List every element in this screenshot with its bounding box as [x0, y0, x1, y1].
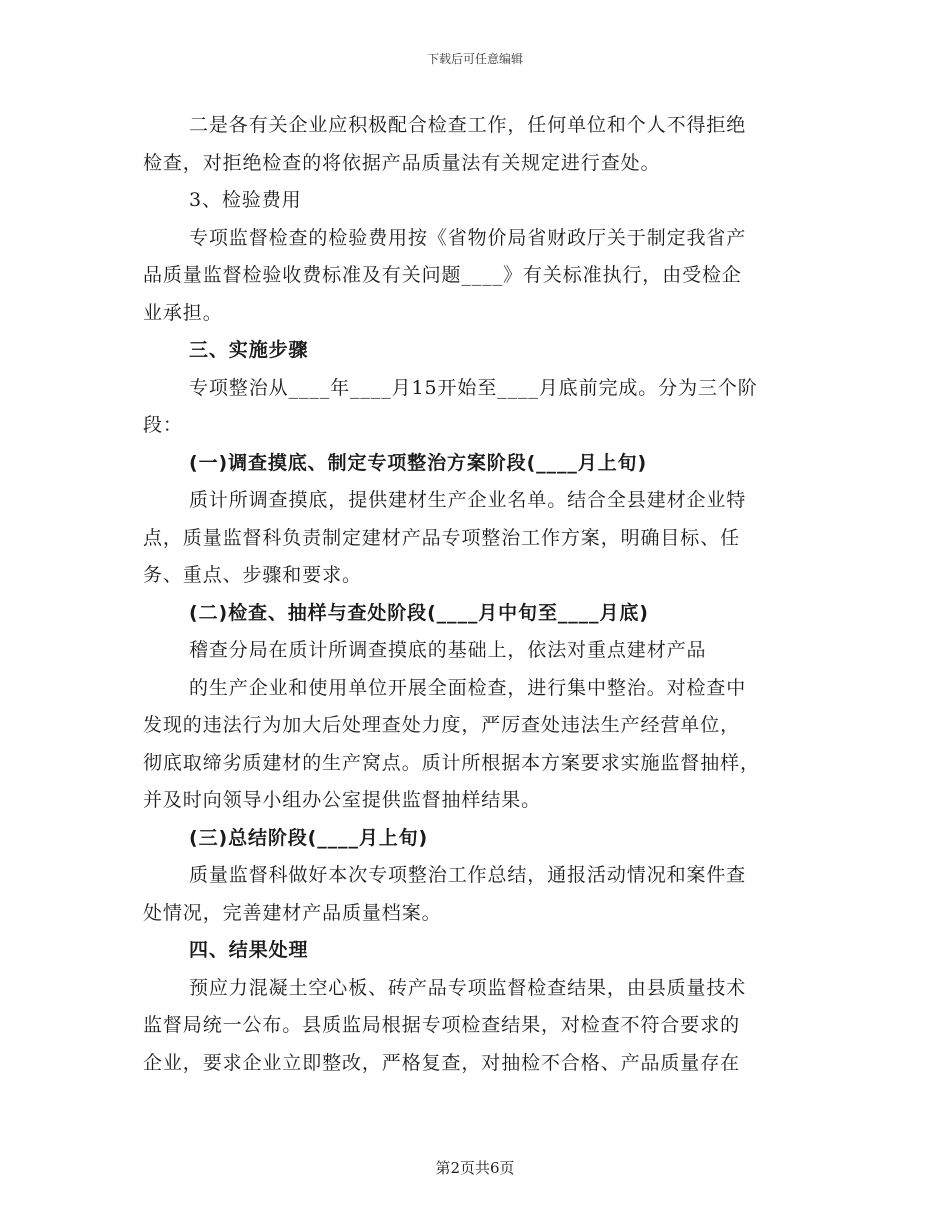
- body-line: 品质量监督检验收费标准及有关问题____》有关标准执行，由受检企: [143, 264, 742, 286]
- body-line: 质计所调查摸底，提供建材生产企业名单。结合全县建材企业特: [189, 489, 747, 511]
- page-footer: 第2页共6页: [435, 1159, 515, 1177]
- body-line: 专项整治从____年____月15开始至____月底前完成。分为三个阶: [189, 376, 758, 399]
- body-line: 企业，要求企业立即整改，严格复查，对抽检不合格、产品质量存在: [143, 1051, 741, 1074]
- body-line: 检查，对拒绝检查的将依据产品质量法有关规定进行查处。: [143, 151, 661, 174]
- body-line: 稽查分局在质计所调查摸底的基础上，依法对重点建材产品: [189, 639, 707, 661]
- body-line: 发现的违法行为加大后处理查处力度，严厉查处违法生产经营单位，: [143, 714, 741, 736]
- stage-heading: (二)检查、抽样与查处阶段(____月中旬至____月底): [189, 601, 649, 624]
- body-line: 并及时向领导小组办公室提供监督抽样结果。: [143, 789, 542, 811]
- body-line: 预应力混凝土空心板、砖产品专项监督检查结果，由县质量技术: [189, 976, 747, 999]
- body-line: 监督局统一公布。县质监局根据专项检查结果，对检查不符合要求的: [143, 1014, 741, 1036]
- body-line: 业承担。: [143, 301, 223, 324]
- body-line: 段：: [143, 414, 183, 436]
- subsection-heading: 3、检验费用: [189, 189, 302, 211]
- stage-heading: (三)总结阶段(____月上旬): [189, 826, 429, 849]
- body-line: 务、重点、步骤和要求。: [143, 564, 362, 586]
- document-body: [143, 107, 803, 1082]
- body-line: 专项监督检查的检验费用按《省物价局省财政厅关于制定我省产: [189, 226, 747, 249]
- section-heading: 四、结果处理: [189, 939, 309, 961]
- body-line: 的生产企业和使用单位开展全面检查，进行集中整治。对检查中: [189, 676, 747, 699]
- body-line: 处情况，完善建材产品质量档案。: [143, 901, 442, 924]
- body-line: 二是各有关企业应积极配合检查工作，任何单位和个人不得拒绝: [189, 114, 747, 136]
- section-heading: 三、实施步骤: [189, 339, 309, 361]
- body-line: 点，质量监督科负责制定建材产品专项整治工作方案，明确目标、任: [143, 526, 741, 549]
- page-header: 下载后可任意编辑: [426, 52, 523, 66]
- body-line: 彻底取缔劣质建材的生产窝点。质计所根据本方案要求实施监督抽样，: [143, 751, 760, 774]
- stage-heading: (一)调查摸底、制定专项整治方案阶段(____月上旬): [189, 451, 648, 474]
- body-line: 质量监督科做好本次专项整治工作总结，通报活动情况和案件查: [189, 864, 747, 886]
